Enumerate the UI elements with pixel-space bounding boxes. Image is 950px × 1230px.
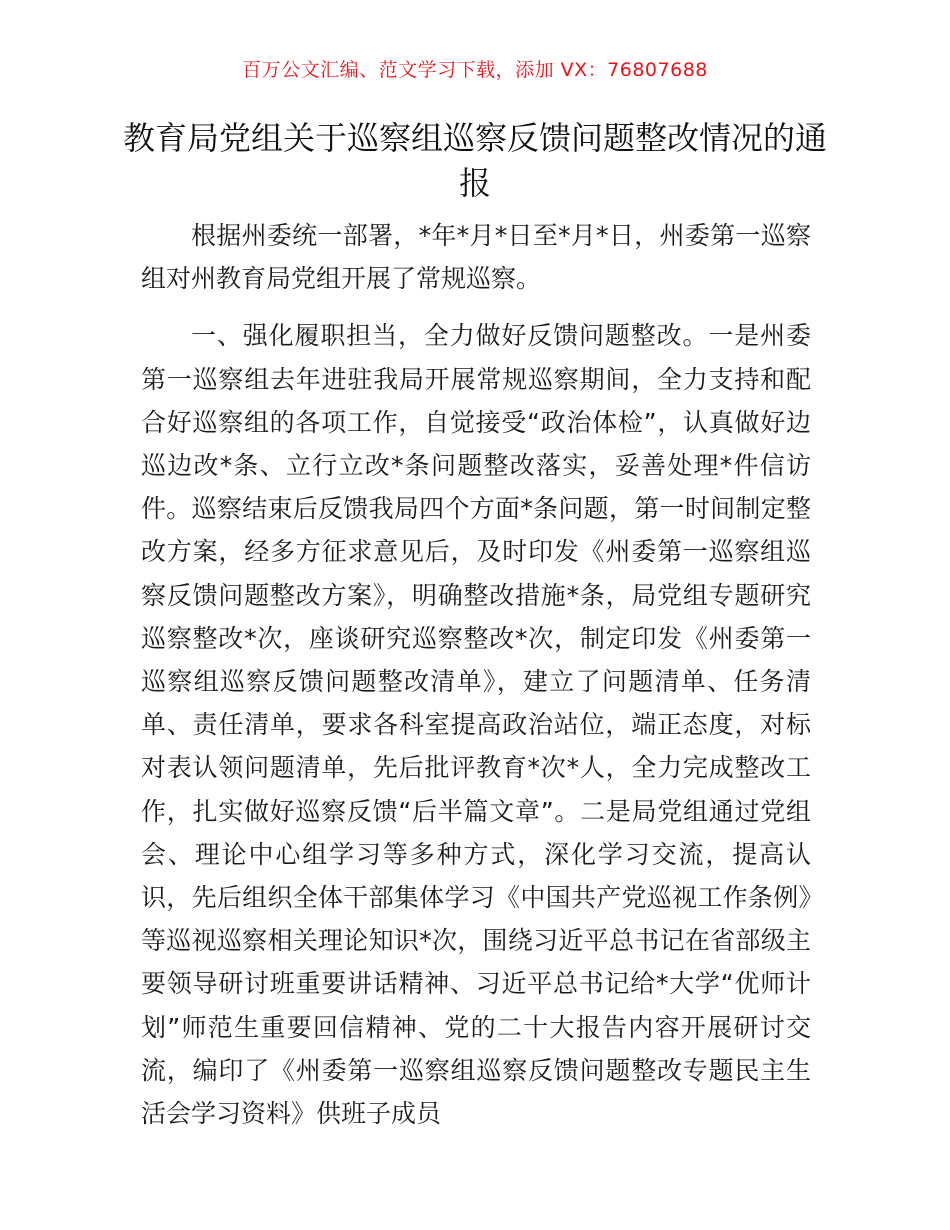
header-banner: 百万公文汇编、范文学习下载，添加 VX：76807688 bbox=[242, 59, 708, 81]
paragraph-intro: 根据州委统一部署，*年*月*日至*月*日，州委第一巡察组对州教育局党组开展了常规巡察。 bbox=[141, 221, 811, 294]
document-body bbox=[141, 214, 811, 1135]
paragraph-section-one: 一、强化履职担当，全力做好反馈问题整改。一是州委第一巡察组去年进驻我局开展常规巡察期间，全力支持和配合好巡察组的各项工作，自觉接受“政治体检”，认真做好边巡边改*条、立行立改*条问题整改落实，妥善处理*件信访件。巡察结束后反馈我局四个方面*条问题，第一时间制定整改方案，经多方征求意见后，及时印发《州委第一巡察组巡察反馈问题整改方案》，明确整改措施*条，局党组专题研究巡察整改*次，座谈研究巡察整改*次，制定印发《州委第一巡察组巡察反馈问题整改清单》，建立了问题清单、任务清单、责任清单，要求各科室提高政治站位，端正态度，对标对表认领问题清单，先后批评教育*次*人，全力完成整改工作，扎实做好巡察反馈“后半篇文章”。二是局党组通过党组会、理论中心组学习等多种方式，深化学习交流，提高认识，先后组织全体干部集体学习《中国共产党巡视工作条例》等巡视巡察相关理论知识*次，围绕习近平总书记在省部级主要领导研讨班重要讲话精神、习近平总书记给*大学“优师计划”师范生重要回信精神、党的二十大报告内容开展研讨交流，编印了《州委第一巡察组巡察反馈问题整改专题民主生活会学习资料》供班子成员 bbox=[141, 321, 811, 1129]
document-title: 教育局党组关于巡察组巡察反馈问题整改情况的通报 bbox=[122, 119, 827, 202]
